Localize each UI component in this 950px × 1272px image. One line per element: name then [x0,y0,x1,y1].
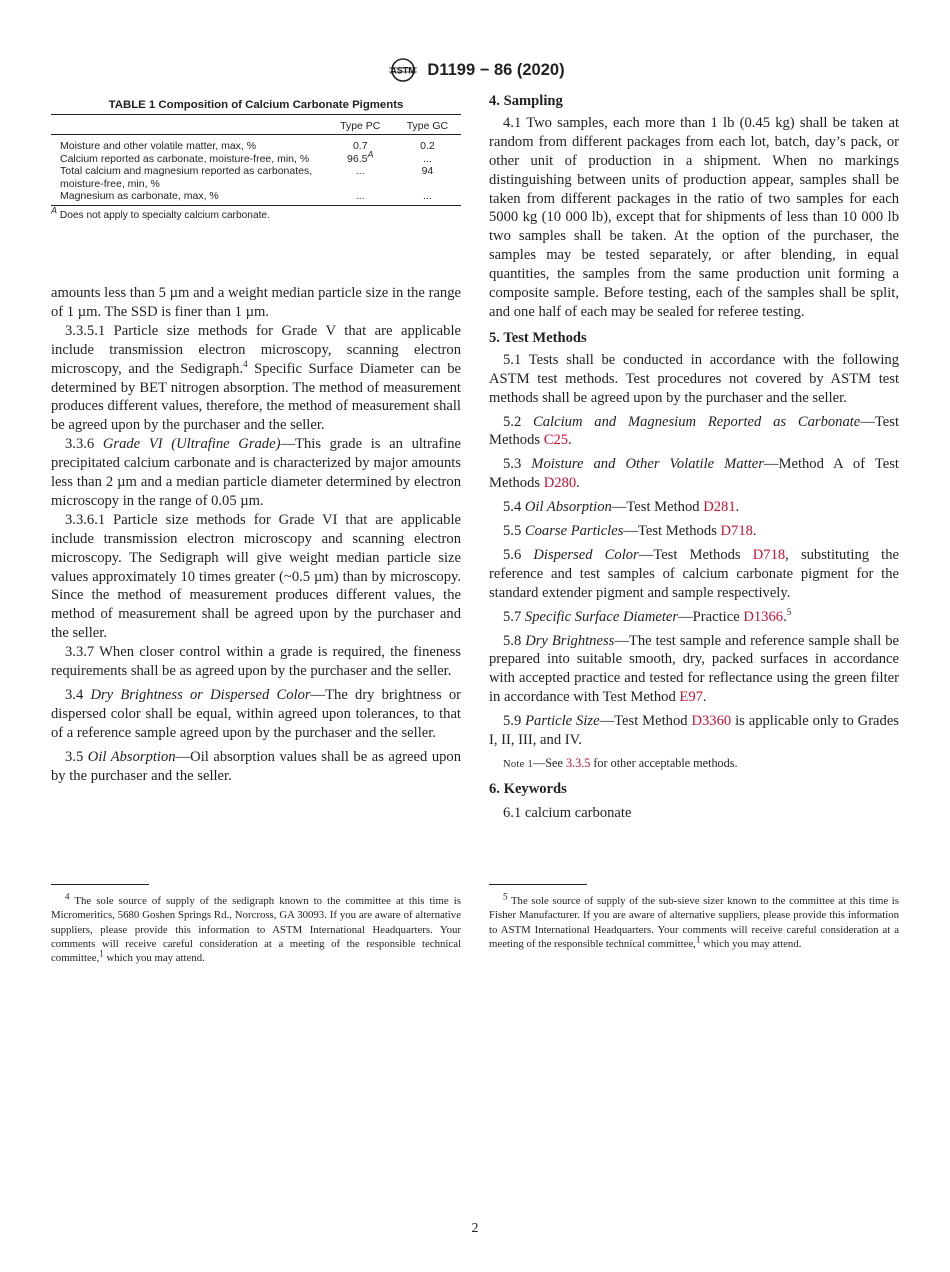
reference-link-d1366[interactable]: D1366 [743,608,784,625]
table-footnote-ref: A [367,149,374,160]
table-cell-desc: Magnesium as carbonate, max, % [60,190,219,203]
section-number: 5.6 [503,546,534,563]
text: for other acceptable methods. [590,756,738,770]
table-cell-desc: Total calcium and magnesium reported as carbonates, moisture-free, min, % [60,165,313,190]
logo-text: ASTM [390,65,417,76]
composition-table [51,114,461,206]
reference-link-3-3-5[interactable]: 3.3.5 [565,756,591,770]
table-cell-desc: Moisture and other volatile matter, max, % [60,140,257,152]
text: is applicable only to Grades I, II, III, and IV. [489,713,899,749]
text: —Test Methods [638,546,753,563]
reference-link-d3360[interactable]: D3360 [691,713,732,730]
paragraph-5-9 [489,712,899,750]
footnote-5 [489,891,899,951]
page-header [0,58,950,82]
section-number: 5.8 [503,632,526,649]
footnote-ref-4: 4 [243,358,248,369]
table-cell-desc: Calcium reported as carbonate, moisture-free, min, % [60,152,310,165]
section-title: Particle Size [525,713,600,730]
paragraph-5-8 [489,632,899,708]
table-row [51,153,461,166]
section-heading-test-methods: 5. Test Methods [489,329,587,346]
text: . [783,608,787,625]
section-title: Dry Brightness or Dispersed Color [90,687,311,703]
footnote-divider-left [51,884,149,885]
reference-link-d280[interactable]: D280 [543,475,577,492]
note-label: Note 1 [503,759,534,770]
page-number: 2 [471,1221,479,1236]
paragraph-3-3-6 [51,435,461,511]
text: —Test Method [599,713,692,730]
paragraph-4-1: 4.1 Two samples, each more than 1 lb (0.45 kg) shall be taken at random from different packages from each lot, batch, day’s pack, or other unit of production in a shipment. When no markings distinguishing between units of production appear, samples shall be taken from different packages in the ratio of two samples for each 5000 kg (10 000 lb), except that for shipments of less than 10 000 lb two samples shall be taken. At the option of the purchaser, the samples may be tested separately, or after blending, in equal quantities, the samples from the same production unit forming a composite sample. Before testing, each of the samples shall be split, and one half of each may be sealed for referee testing. [489,114,899,320]
table-header-row [51,115,461,135]
text: . [568,432,572,449]
right-column [489,92,899,823]
section-title: Moisture and Other Volatile Matter [531,456,764,473]
section-number: 5.3 [503,456,532,473]
footnote-ref-1: 1 [695,934,701,945]
text: —Test Method [611,499,704,516]
text: , substituting the reference and test samples of calcium carbonate pigment for the standard extender pigment and sample respectively. [489,546,899,601]
section-title: Specific Surface Diameter [524,608,679,625]
paragraph-3-3-5-1 [51,322,461,435]
paragraph-3-3-7: 3.3.7 When closer control within a grade is required, the fineness requirements shall be as agreed upon by the purchaser and the seller. [51,644,461,680]
section-number: 5.4 [503,499,525,516]
footnote-text: The sole source of supply of the sub-sieve sizer known to the committee at this time is Fisher Manufacturer. If you are aware of alternative suppliers, please provide this information to ASTM International Headquarters. Your comments will receive careful consideration at a meeting of the responsible technical committee, [489,895,899,950]
section-title: Dry Brightness [525,632,615,649]
reference-link-d718[interactable]: D718 [720,523,753,540]
footnote-mark: 4 [65,891,70,902]
text: —This grade is an ultrafine precipitated calcium carbonate and is characterized by major amounts less than 2 µm and a median particle diameter determined by electron microscopy in the range of 0.05 µm. [51,436,462,509]
table-header-desc [51,115,327,135]
table-cell-pc: 0.7 [352,140,368,152]
paragraph-3-4 [51,686,461,743]
paragraph-5-7 [489,608,899,627]
text: . [576,475,580,492]
footnote-text: which you may attend. [103,952,205,965]
section-number: 5.2 [503,413,534,430]
table-title: TABLE 1 Composition of Calcium Carbonate Pigments [108,99,404,111]
paragraph-5-6 [489,546,899,603]
table-header-type-gc: Type GC [394,115,461,135]
table-row [51,165,461,190]
astm-logo-icon [385,58,421,82]
table-header-type-pc: Type PC [327,115,394,135]
table-cell-gc: 94 [421,165,434,178]
section-title: Oil Absorption [87,748,176,765]
table-footnote-text: Does not apply to specialty calcium carbonate. [57,209,270,221]
text: 3.3.5.1 Particle size methods for Grade V that are applicable include transmission electron microscopy, scanning electron microscopy, and the Sedigraph. [51,322,461,377]
text: Specific Surface Diameter can be determined by BET nitrogen absorption. The method of measurement produces different values, therefore, the method of measurement shall be agreed upon by the purchaser and the seller. [51,360,461,434]
paragraph-3-5 [51,748,461,786]
paragraph-5-2 [489,413,899,451]
text: —Method A of Test Methods [489,456,899,492]
text: . [735,499,740,516]
reference-link-d718[interactable]: D718 [752,546,786,563]
paragraph-3-3-6-1: 3.3.6.1 Particle size methods for Grade VI that are applicable include transmission electron microscopy and scanning electron microscopy. The Sedigraph will give weight median particle size values approximately 10 times greater (~0.5 µm) than by microscopy. Since the method of measurement produces different values, the method of measurement shall be agreed upon by the purchaser and the seller. [51,511,461,642]
table-cell-gc: ... [423,190,432,203]
text: —See [533,756,566,770]
section-heading-sampling: 4. Sampling [489,93,563,109]
table-footnote [51,205,461,222]
table-footnote-mark: A [51,205,58,216]
footnote-divider-right [489,884,587,885]
footnote-mark: 5 [503,891,508,902]
section-number: 3.3.6 [65,436,103,453]
text: —Practice [678,608,744,625]
section-heading-keywords: 6. Keywords [489,781,567,797]
section-title: Dispersed Color [533,546,639,563]
table-cell-pc: ... [355,190,365,203]
left-column [51,92,461,786]
section-number: 3.4 [65,687,91,703]
reference-link-d281[interactable]: D281 [703,499,736,516]
table-row [51,190,461,205]
document-designation: D1199 − 86 (2020) [427,60,565,79]
reference-link-c25[interactable]: C25 [543,432,569,449]
section-title: Oil Absorption [524,499,612,516]
table-cell-gc: ... [423,152,432,165]
table-cell-gc: 0.2 [420,140,435,152]
section-title: Calcium and Magnesium Reported as Carbonate [533,413,861,430]
paragraph-5-4 [489,498,899,517]
footnote-text: which you may attend. [700,937,802,950]
table-cell-pc: ... [355,165,365,178]
footnote-ref-1: 1 [99,948,104,959]
footnote-ref-5: 5 [786,606,792,617]
text: —Test Methods [489,413,899,449]
section-number: 5.7 [503,608,525,625]
paragraph-6-1: 6.1 calcium carbonate [503,804,632,821]
table-cell-pc [327,149,394,166]
table-row [51,135,461,153]
section-number: 5.5 [503,523,525,540]
paragraph-5-1: 5.1 Tests shall be conducted in accordance with the following ASTM test methods. Test procedures not covered by ASTM test methods shall be agreed upon by the purchaser and the seller. [489,351,899,406]
footnote-4 [51,891,461,965]
text: . [752,523,757,540]
table-cell-pc-value: 96.5 [347,152,368,165]
text: —Oil absorption values shall be as agreed upon by the purchaser and the seller. [51,748,462,784]
section-number: 3.5 [65,748,88,765]
paragraph-5-3 [489,455,899,493]
note-1 [489,756,899,772]
paragraph-3-3-5-cont: amounts less than 5 µm and a weight median particle size in the range of 1 µm. The SSD is finer than 1 µm. [51,284,461,320]
section-number: 5.9 [503,713,526,730]
footnote-text: The sole source of supply of the sedigraph known to the committee at this time is Micromeritics, 5680 Goshen Springs Rd., Norcross, GA 30093. If you are aware of alternative suppliers, please provide this information to ASTM International Headquarters. Your comments will receive careful consideration at a meeting of the responsible technical committee, [51,895,461,965]
paragraph-5-5 [489,522,899,541]
text: . [702,689,707,706]
text: —The dry brightness or dispersed color shall be equal, within agreed upon tolerances, to that of a reference sample agreed upon by the purchaser and the seller. [51,687,462,741]
section-title: Coarse Particles [524,523,624,540]
section-title: Grade VI (Ultrafine Grade) [102,436,281,453]
text: —The test sample and reference sample shall be prepared into suitable smooth, dry, packed surfaces in accordance with accepted practice and tested for reflectance using the green filter in accordance with Test Method [489,632,900,706]
reference-link-e97[interactable]: E97 [679,689,703,706]
text: —Test Methods [623,523,721,540]
